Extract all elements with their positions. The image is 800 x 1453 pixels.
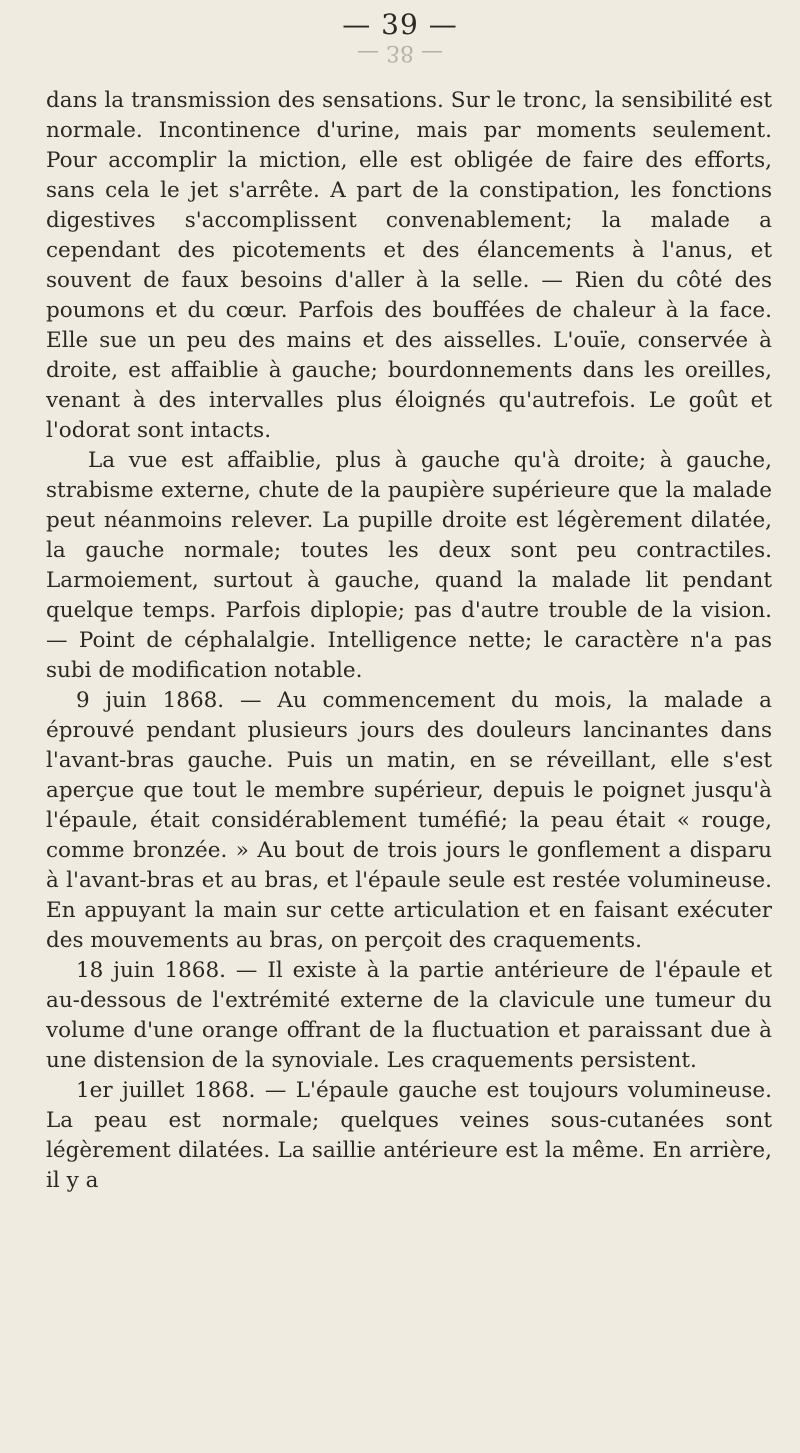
paragraph-vision: La vue est affaiblie, plus à gauche qu'à droite; à gauche, strabisme externe, chute de la paupière supérieure que la malade peut néanmoins relever. La pupille droite est légèrement dilatée, la gauche normale; toutes les deux sont peu contractiles. Larmoiement, surtout à gauche, quand la malade lit pendant quelque temps. Parfois diplopie; pas d'autre trouble de la vision. — Point de céphalalgie. Intelligence nette; le caractère n'a pas subi de modification notable.	[46, 448, 772, 683]
body-text	[46, 86, 772, 1446]
page-number: — 39 —	[342, 8, 458, 41]
entry-9-juin-1868: 9 juin 1868. — Au commencement du mois, la malade a éprouvé pendant plusieurs jours des douleurs lancinantes dans l'avant-bras gauche. Puis un matin, en se réveillant, elle s'est aperçue que tout le membre supérieur, depuis le poignet jusqu'à l'épaule, était considérablement tuméfié; la peau était « rouge, comme bronzée. » Au bout de trois jours le gonflement a disparu à l'avant-bras et au bras, et l'épaule seule est restée volumineuse. En appuyant la main sur cette articulation et en faisant exécuter des mouvements au bras, on perçoit des craquements.	[46, 688, 772, 953]
entry-18-juin-1868: 18 juin 1868. — Il existe à la partie antérieure de l'épaule et au-dessous de l'extrémité externe de la clavicule une tumeur du volume d'une orange offrant de la fluctuation et paraissant due à une distension de la synoviale. Les craquements persistent.	[46, 958, 772, 1073]
show-through-page-number: — 38 —	[357, 40, 443, 65]
entry-1-juillet-1868: 1er juillet 1868. — L'épaule gauche est toujours volumineuse. La peau est normale; quelques veines sous-cutanées sont légèrement dilatées. La saillie antérieure est la même. En arrière, il y a	[46, 1078, 772, 1193]
paragraph-sensations: dans la transmission des sensations. Sur le tronc, la sensibilité est normale. Incontinence d'urine, mais par moments seulement. Pour accomplir la miction, elle est obligée de faire des efforts, sans cela le jet s'arrête. A part de la constipation, les fonctions digestives s'accomplissent convenablement; la malade a cependant des picotements et des élancements à l'anus, et souvent de faux besoins d'aller à la selle. — Rien du côté des poumons et du cœur. Parfois des bouffées de chaleur à la face. Elle sue un peu des mains et des aisselles. L'ouïe, conservée à droite, est affaiblie à gauche; bourdonnements dans les oreilles, venant à des intervalles plus éloignés qu'autrefois. Le goût et l'odorat sont intacts.	[46, 88, 772, 443]
